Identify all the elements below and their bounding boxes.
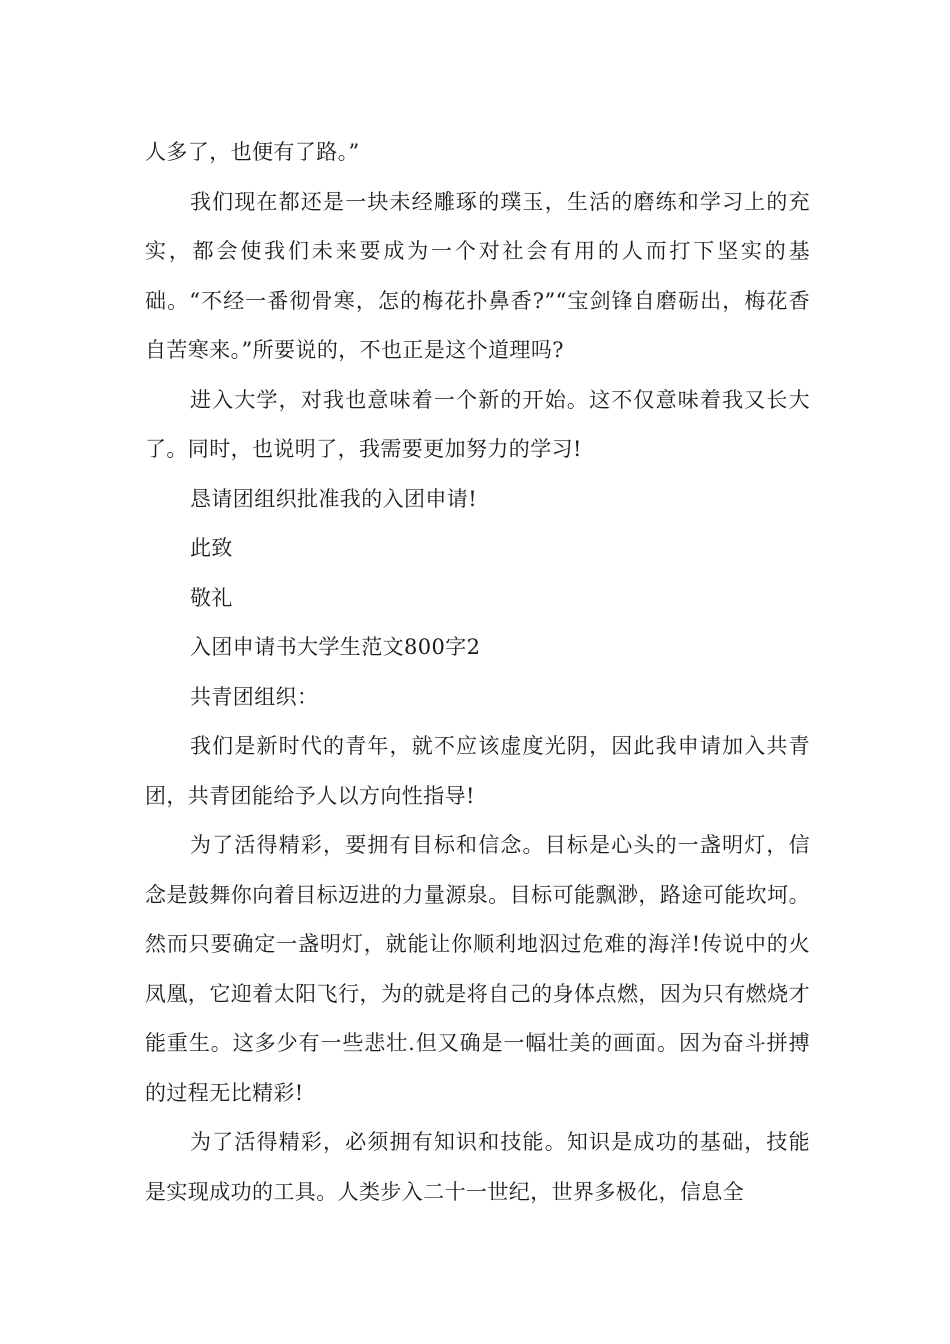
document-body [145, 128, 810, 1217]
paragraph-university-start: 进入大学，对我也意味着一个新的开始。这不仅意味着我又长大了。同时，也说明了，我需要更加努力的学习! [145, 387, 810, 461]
paragraph-request-approval: 恳请团组织批准我的入团申请! [190, 486, 478, 511]
closing-salutation: 此致 [190, 536, 233, 560]
paragraph-knowledge-skills: 为了活得精彩，必须拥有知识和技能。知识是成功的基础，技能是实现成功的工具。人类步入二十一世纪，世界多极化，信息全 [145, 1130, 810, 1204]
closing-regards: 敬礼 [190, 585, 233, 610]
paragraph-continuation: 人多了，也便有了路。” [145, 140, 360, 164]
paragraph-new-era-youth: 我们是新时代的青年，就不应该虚度光阴，因此我申请加入共青团，共青团能给予人以方向性指导! [145, 734, 810, 808]
paragraph-goals-beliefs: 为了活得精彩，要拥有目标和信念。目标是心头的一盏明灯，信念是鼓舞你向着目标迈进的力量源泉。目标可能飘渺，路途可能坎坷。然而只要确定一盏明灯，就能让你顺利地泅过危难的海洋!传说中的火凤凰，它迎着太阳飞行，为的就是将自己的身体点燃，因为只有燃烧才能重生。这多少有一些悲壮.但又确是一幅壮美的画面。因为奋斗拼搏的过程无比精彩! [145, 833, 810, 1105]
section-heading: 入团申请书大学生范文800字2 [190, 635, 481, 659]
letter-addressee: 共青团组织： [190, 684, 319, 709]
paragraph-jade-metaphor: 我们现在都还是一块未经雕琢的璞玉，生活的磨练和学习上的充实，都会使我们未来要成为一个对社会有用的人而打下坚实的基础。“不经一番彻骨寒，怎的梅花扑鼻香?”“宝剑锋自磨砺出，梅花香自苦寒来。”所要说的，不也正是这个道理吗? [145, 189, 810, 362]
